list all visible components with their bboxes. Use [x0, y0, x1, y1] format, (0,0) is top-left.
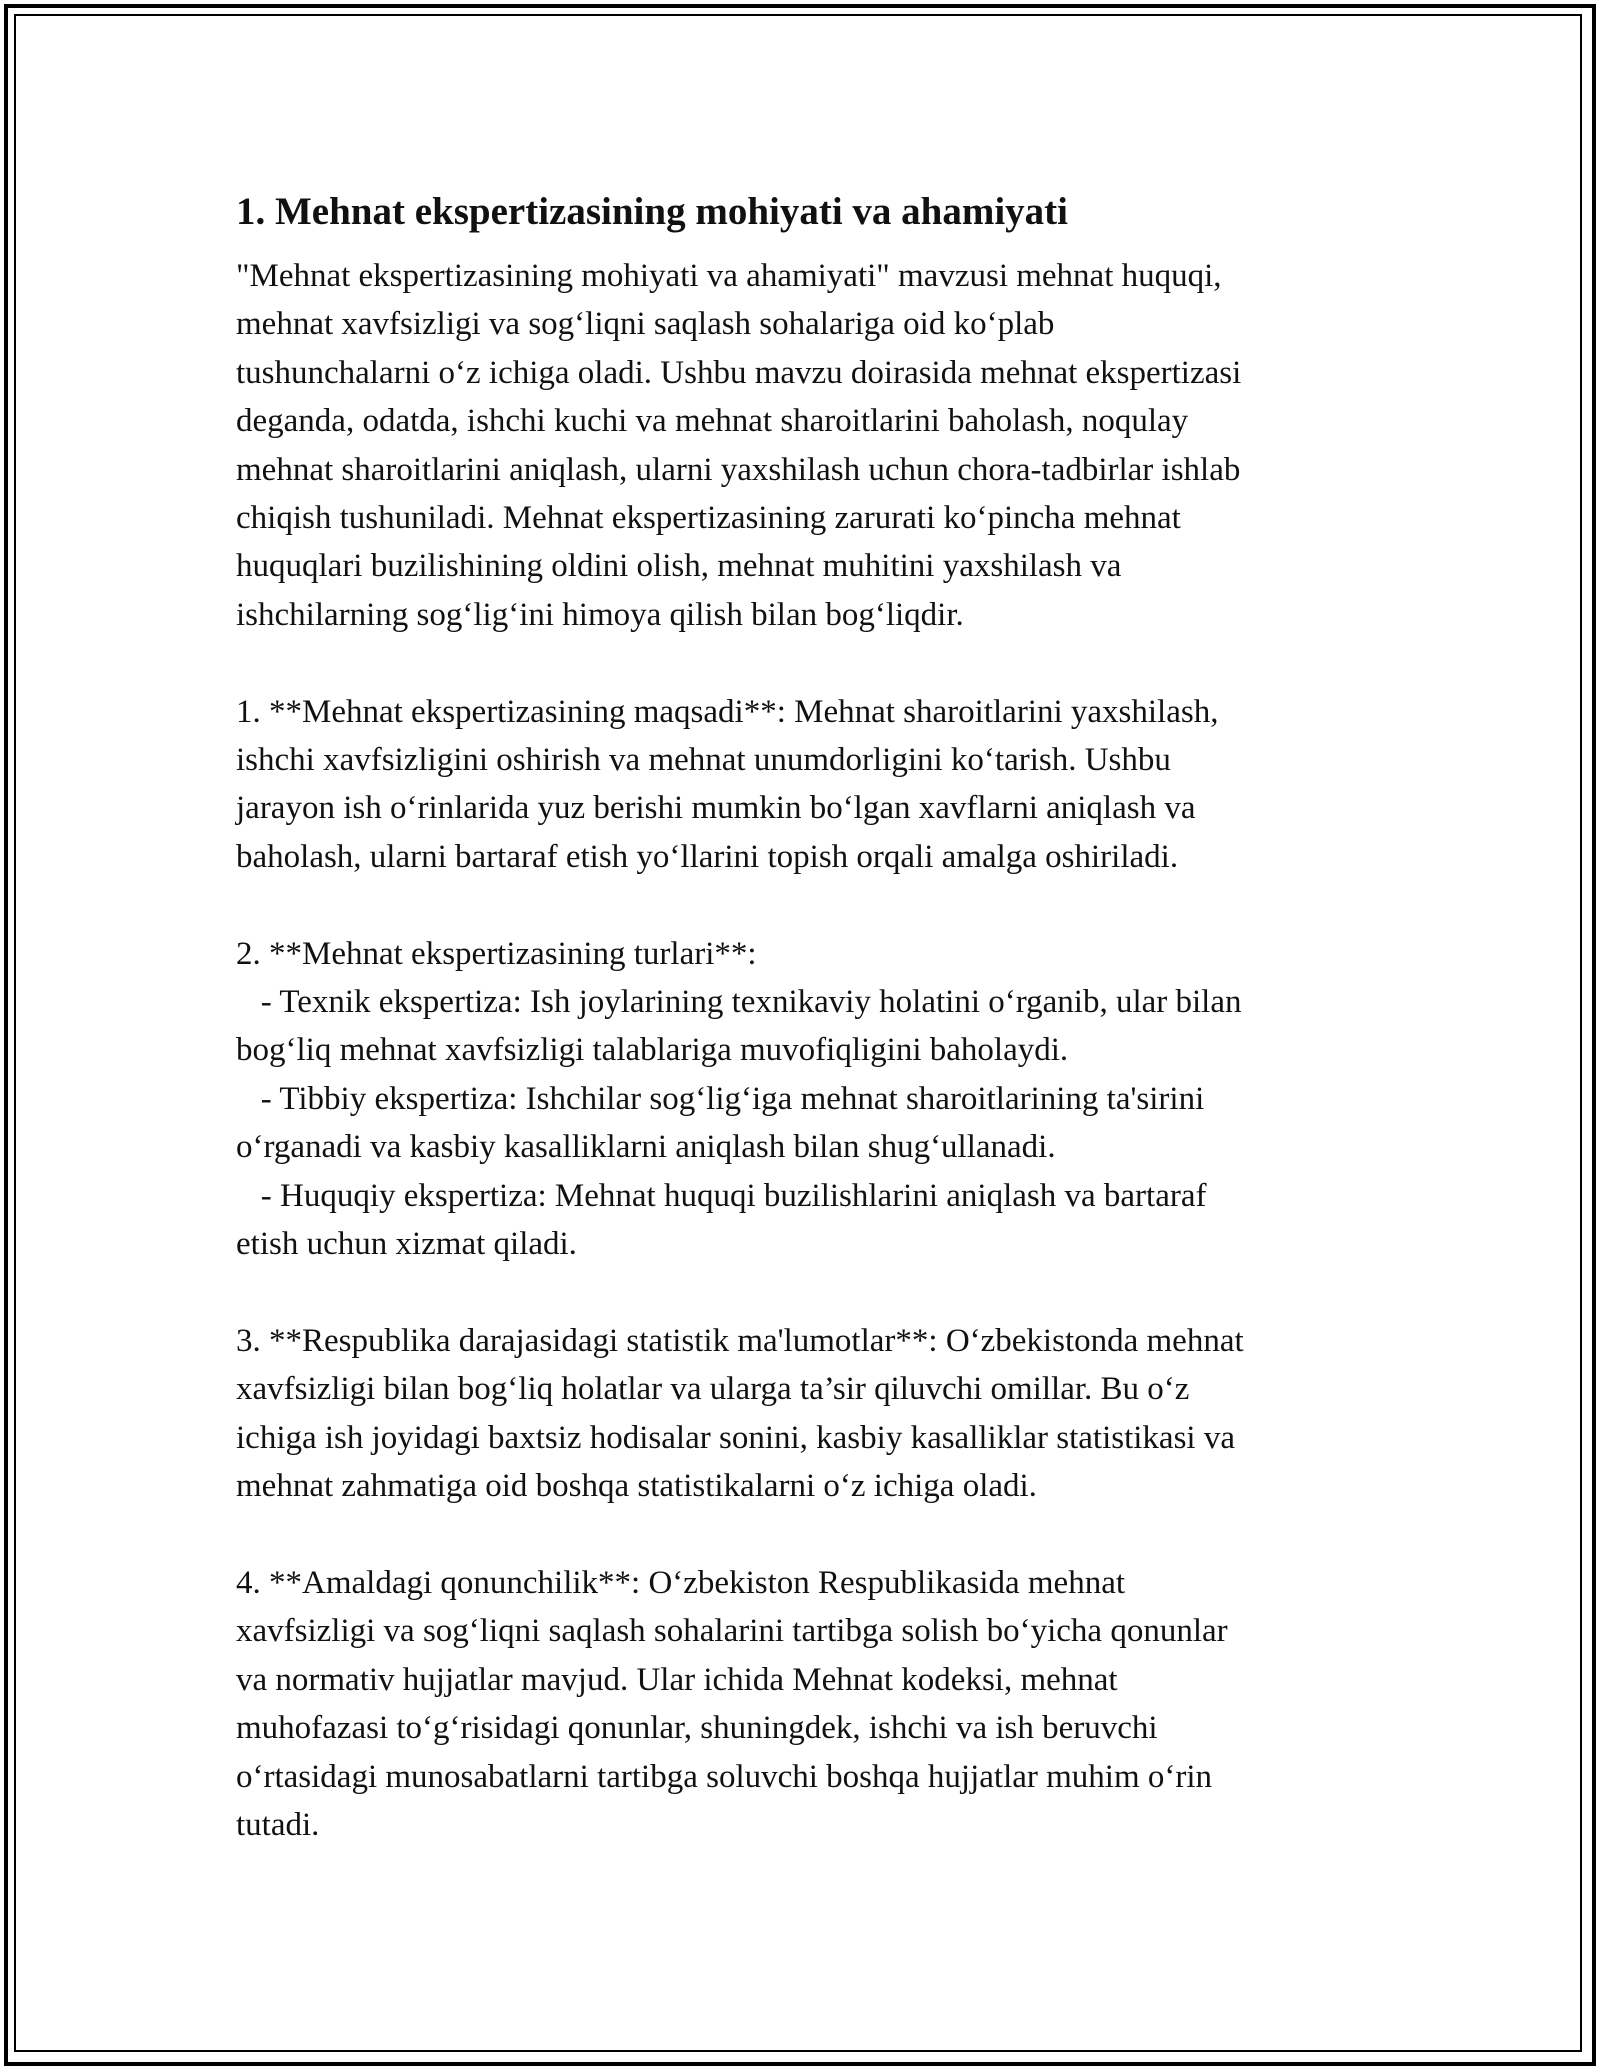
- section-heading: 1. Mehnat ekspertizasining mohiyati va ahamiyati: [236, 190, 1069, 233]
- list-item-statistics: 3. **Respublika darajasidagi statistik ma'lumotlar**: O‘zbekistonda mehnat xavfsizligi bilan bog‘liq holatlar va ularga ta’sir qiluvchi omillar. Bu o‘z ichiga ish joyidagi baxtsiz hodisalar sonini, kasbiy kasalliklar statistikasi va mehnat zahmatiga oid boshqa statistikalarni o‘z ichiga oladi.: [236, 1322, 1244, 1505]
- paragraph-gap: [236, 881, 1386, 929]
- paragraph-gap: [236, 1269, 1386, 1317]
- list-item-types: 2. **Mehnat ekspertizasining turlari**: - Texnik ekspertiza: Ish joylarining texnikaviy holatini o‘rganib, ular bilan bog‘liq mehnat xavfsizligi talablariga muvofiqligini baholaydi. - Tibbiy ekspertiza: Ishchilar sog‘lig‘iga mehnat sharoitlarining ta'sirini o‘rganadi va kasbiy kasalliklarni aniqlash bilan shug‘ullanadi. - Huquqiy ekspertiza: Mehnat huquqi buzilishlarini aniqlash va bartaraf etish uchun xizmat qiladi.: [236, 935, 1242, 1263]
- paragraph-gap: [236, 639, 1386, 687]
- intro-paragraph: "Mehnat ekspertizasining mohiyati va ahamiyati" mavzusi mehnat huquqi, mehnat xavfsizligi va sog‘liqni saqlash sohalariga oid ko‘plab tushunchalarni o‘z ichiga oladi. Ushbu mavzu doirasida mehnat ekspertizasi deganda, odatda, ishchi kuchi va mehnat sharoitlarini baholash, noqulay mehnat sharoitlarini aniqlash, ularni yaxshilash uchun chora-tadbirlar ishlab chiqish tushuniladi. Mehnat ekspertizasining zarurati ko‘pincha mehnat huquqlari buzilishining oldini olish, mehnat muhitini yaxshilash va ishchilarning sog‘lig‘ini himoya qilish bilan bog‘liqdir.: [236, 258, 1242, 633]
- list-item-legislation: 4. **Amaldagi qonunchilik**: O‘zbekiston Respublikasida mehnat xavfsizligi va sog‘liqni saqlash sohalarini tartibga solish bo‘yicha qonunlar va normativ hujjatlar mavjud. Ular ichida Mehnat kodeksi, mehnat muhofazasi to‘g‘risidagi qonunlar, shuningdek, ishchi va ish beruvchi o‘rtasidagi munosabatlarni tartibga soluvchi boshqa hujjatlar muhim o‘rin tutadi.: [236, 1564, 1228, 1843]
- paragraph-gap: [236, 1511, 1386, 1559]
- list-item-goal: 1. **Mehnat ekspertizasining maqsadi**: Mehnat sharoitlarini yaxshilash, ishchi xavfsizligini oshirish va mehnat unumdorligini ko‘tarish. Ushbu jarayon ish o‘rinlarida yuz berishi mumkin bo‘lgan xavflarni aniqlash va baholash, ularni bartaraf etish yo‘llarini topish orqali amalga oshiriladi.: [236, 693, 1219, 875]
- document-body: [236, 186, 1386, 1849]
